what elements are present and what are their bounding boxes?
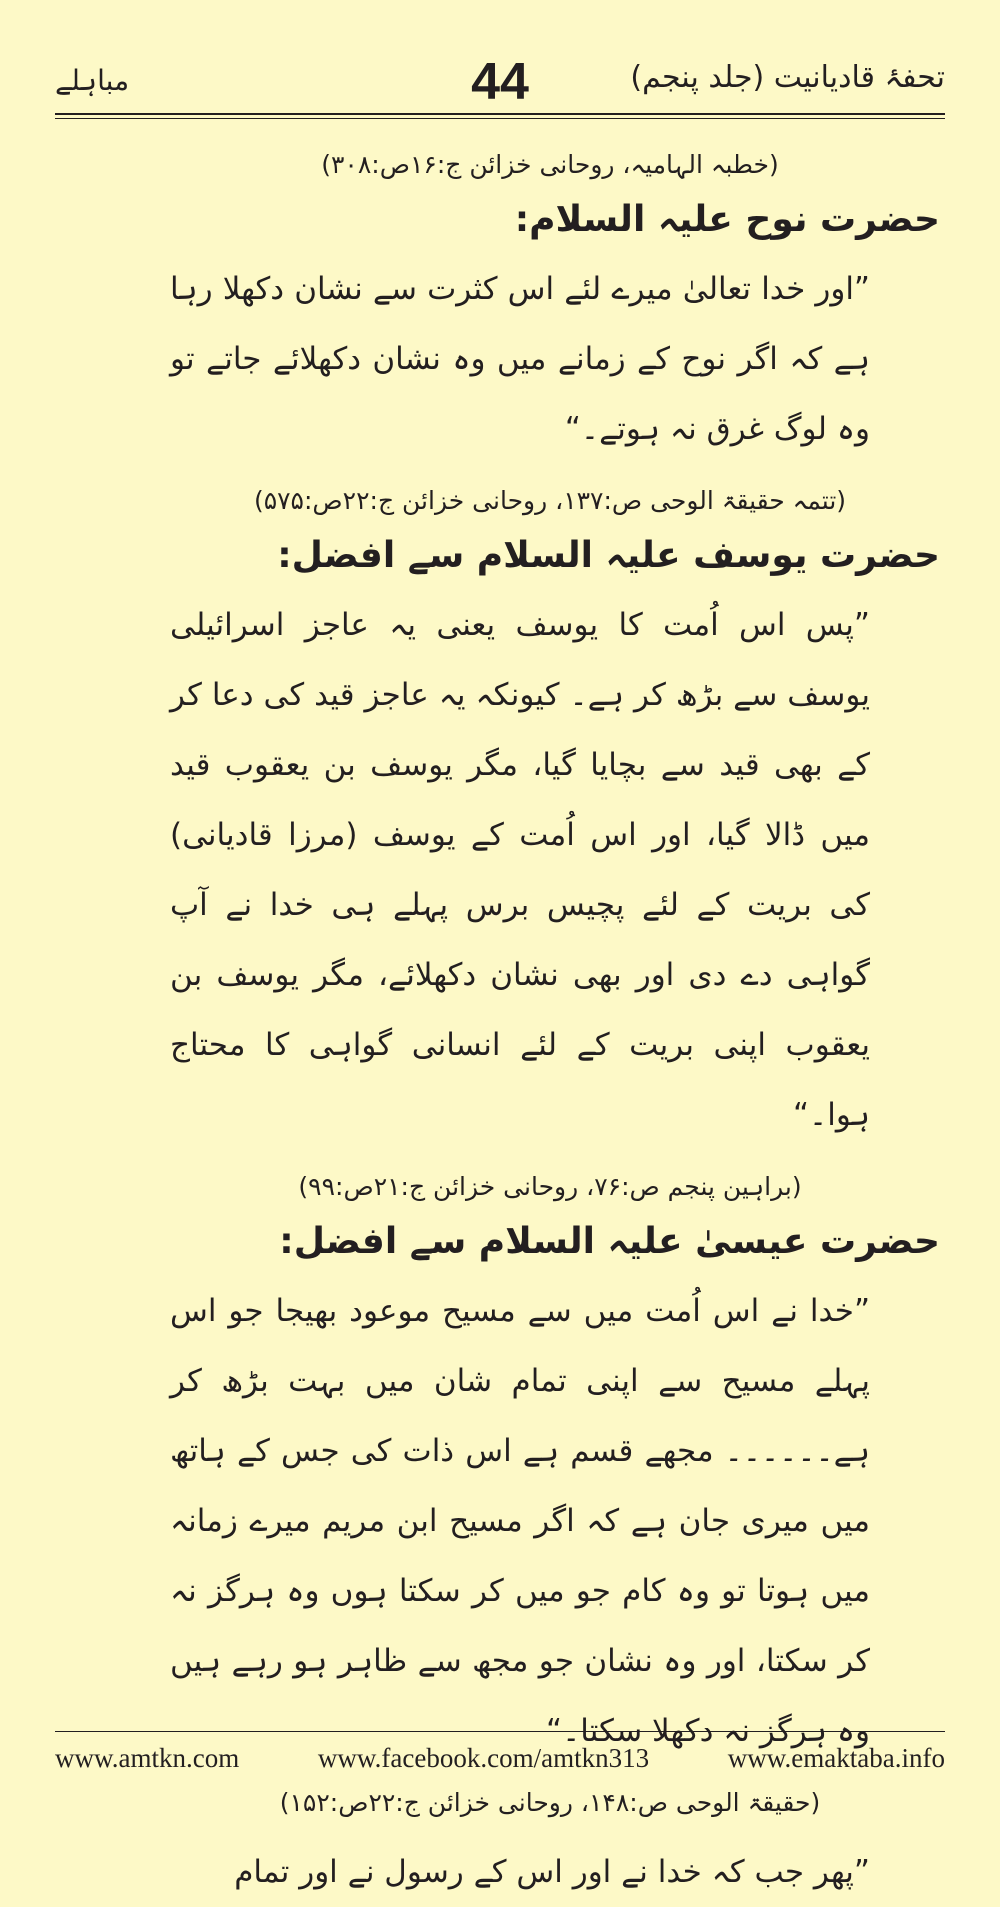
section-title: مباہلے (55, 64, 130, 97)
heading-isa: حضرت عیسیٰ علیہ السلام سے افضل: (279, 1221, 940, 1262)
footer-link-emaktaba[interactable]: www.emaktaba.info (727, 1742, 945, 1773)
footer-link-amtkn[interactable]: www.amtkn.com (55, 1742, 240, 1773)
footer-link-facebook[interactable]: www.facebook.com/amtkn313 (317, 1742, 650, 1773)
quote-2: ”پس اس اُمت کا یوسف یعنی یہ عاجز اسرائیلی یوسف سے بڑھ کر ہے۔ کیونکہ یہ عاجز قید کی دعا کر کے بھی قید سے بچایا گیا، مگر یوسف بن یعقوب قید میں ڈالا گیا، اور اس اُمت کے یوسف (مرزا قادیانی) کی بریت کے لئے پچیس برس پہلے ہی خدا نے آپ گواہی دے دی اور بھی نشان دکھلائے، مگر یوسف بن یعقوب اپنی بریت کے لئے انسانی گواہی کا محتاج ہوا۔“ (170, 607, 870, 1133)
heading-yusuf: حضرت یوسف علیہ السلام سے افضل: (277, 535, 940, 576)
heading-nooh: حضرت نوح علیہ السلام: (514, 199, 940, 240)
quote-1: ”اور خدا تعالیٰ میرے لئے اس کثرت سے نشان دکھلا رہا ہے کہ اگر نوح کے زمانے میں وہ نشان دکھلائے جاتے تو وہ لوگ غرق نہ ہوتے۔“ (170, 271, 870, 447)
header-rule-thin (55, 118, 945, 119)
quote-4: ”پھر جب کہ خدا نے اور اس کے رسول نے اور تمام (234, 1854, 870, 1890)
page-header (55, 52, 945, 116)
reference-2: (تتمہ حقیقۃ الوحی ص:۱۳۷، روحانی خزائن ج:۲۲ص:۵۷۵) (253, 486, 847, 515)
page-footer (55, 1738, 945, 1778)
footer-rule (55, 1731, 945, 1732)
quote-3: ”خدا نے اس اُمت میں سے مسیح موعود بھیجا جو اس پہلے مسیح سے اپنی تمام شان میں بہت بڑھ کر ہے۔۔۔۔۔۔ مجھے قسم ہے اس ذات کی جس کے ہاتھ میں میری جان ہے کہ اگر مسیح ابن مریم میرے زمانہ میں ہوتا تو وہ کام جو میں کر سکتا ہوں وہ ہرگز نہ کر سکتا، اور وہ نشان جو مجھ سے ظاہر ہو رہے ہیں وہ ہرگز نہ دکھلا سکتا۔“ (170, 1293, 870, 1749)
reference-3: (براہین پنجم ص:۷۶، روحانی خزائن ج:۲۱ص:۹۹) (298, 1172, 802, 1201)
reference-1: (خطبہ الہامیہ، روحانی خزائن ج:۱۶ص:۳۰۸) (321, 150, 779, 179)
page-number: 44 (471, 53, 529, 111)
book-title: تحفۂ قادیانیت (جلد پنجم) (630, 60, 945, 95)
reference-4: (حقیقۃ الوحی ص:۱۴۸، روحانی خزائن ج:۲۲ص:۱۵۲) (279, 1788, 821, 1817)
header-rule (55, 113, 945, 115)
